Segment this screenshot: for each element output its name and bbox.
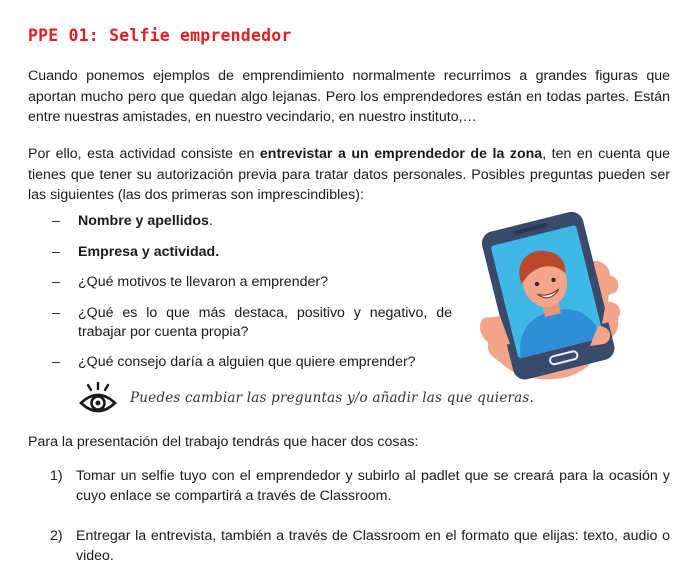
step-number: 1)	[50, 468, 63, 484]
eye-icon	[78, 381, 118, 415]
tip-text: Puedes cambiar las preguntas y/o añadir las que quieras.	[130, 390, 535, 406]
question-rest: .	[208, 213, 213, 229]
intro-paragraph: Cuando ponemos ejemplos de emprendimiento normalmente recurrimos a grandes figuras que aportan mucho pero que quedan algo lejanas. Pero los emprendedores están en todas partes. Están entre nuestras amistades, en nuestro vecindario, en nuestro instituto,…	[28, 68, 670, 125]
list-item	[50, 526, 670, 566]
presentation-intro: Para la presentación del trabajo tendrás que hacer dos cosas:	[28, 434, 419, 450]
activity-text-before: Por ello, esta actividad consiste en	[28, 146, 260, 162]
list-item	[52, 212, 452, 231]
step-text: Entregar la entrevista, también a través de Classroom en el formato que elijas: texto, audio o video.	[76, 528, 670, 564]
step-number: 2)	[50, 528, 63, 544]
questions-list	[52, 212, 452, 384]
list-item	[52, 243, 452, 262]
activity-highlight: entrevistar a un emprendedor de la zona	[259, 146, 543, 162]
steps-list	[50, 466, 670, 586]
question-bold: Empresa y actividad.	[78, 243, 220, 260]
activity-paragraph	[28, 144, 670, 206]
activity-text-after: , ten en cuenta que tienes que tener su autorización previa para tratar datos personales. Posibles preguntas pueden ser las siguientes (las dos primeras son imprescindibles):	[28, 146, 670, 203]
list-item	[50, 466, 670, 506]
question-bold: Nombre y apellidos	[78, 213, 209, 229]
tip-note	[78, 381, 534, 415]
list-item: – ¿Qué es lo que más destaca, positivo y negativo, de trabajar por cuenta propia?	[52, 304, 452, 342]
selfie-phone-illustration	[470, 206, 640, 382]
list-item: – ¿Qué consejo daría a alguien que quiere emprender?	[52, 353, 452, 372]
step-text: Tomar un selfie tuyo con el emprendedor y subirlo al padlet que se creará para la ocasión y cuyo enlace se compartirá a través de Classroom.	[76, 468, 670, 504]
page-title: PPE 01: Selfie emprendedor	[28, 26, 292, 45]
list-item: – ¿Qué motivos te llevaron a emprender?	[52, 273, 452, 292]
